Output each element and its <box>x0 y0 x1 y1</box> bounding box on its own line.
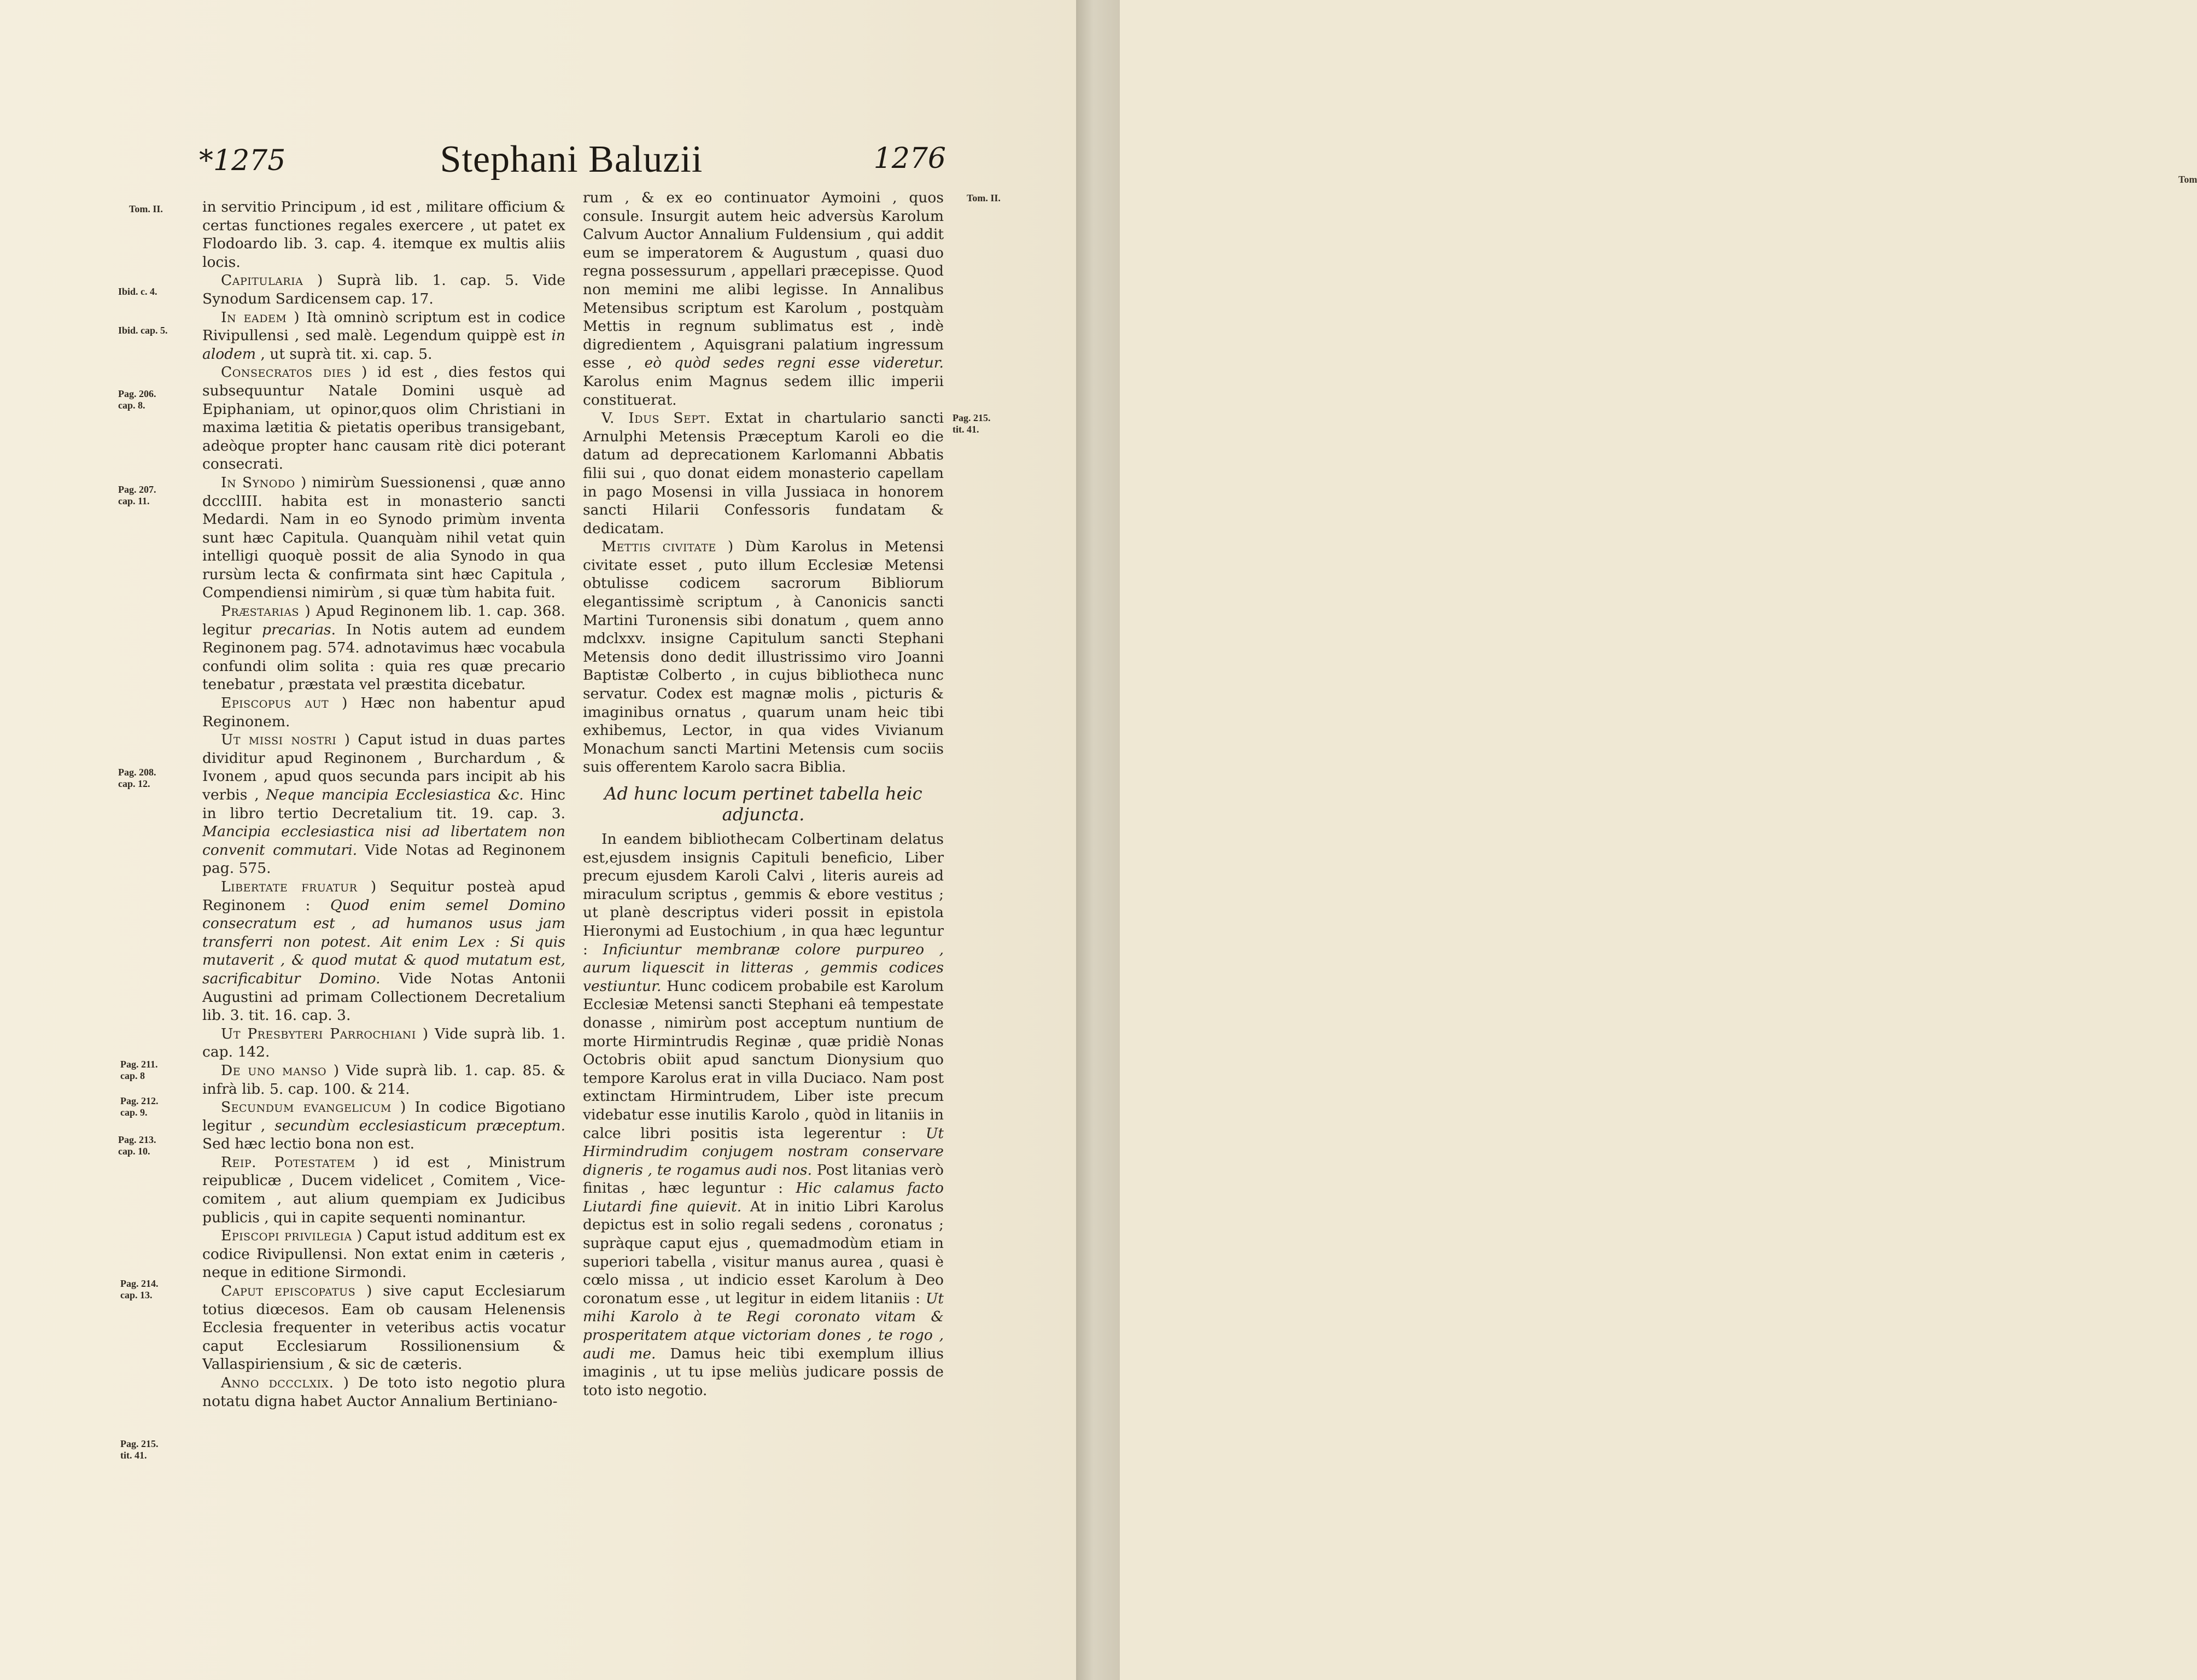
lemma: Caput episcopatus <box>221 1282 356 1300</box>
left-text-column <box>202 198 565 1410</box>
annotation-entry: Episcopus aut ) Hæc non habentur apud Reginonem. <box>202 695 565 730</box>
page-number-left: *1275 <box>199 144 286 177</box>
annotation-entry: Episcopi privilegia ) Caput istud additum est ex codice Rivipullensi. Non extat enim in cæteris , neque in editione Sirmondi. <box>202 1227 565 1281</box>
lemma: Secundum evangelicum <box>221 1099 392 1116</box>
lemma: Episcopus aut <box>221 695 329 712</box>
annotation-entry: Reip. Potestatem ) id est , Ministrum reipublicæ , Ducem videlicet , Comitem , Vice-comitem , aut alium quempiam ex Judicibus publicis , qui in capite sequenti nominantur. <box>202 1153 565 1226</box>
margin-note: Tom. II. <box>129 203 163 214</box>
page-number-right: 1276 <box>873 142 946 175</box>
margin-note: Pag. 211. cap. 8 <box>120 1059 158 1081</box>
margin-note: Ibid. c. 4. <box>118 286 157 297</box>
lemma: De uno manso <box>221 1061 327 1079</box>
annotation-entry: Consecratos dies ) id est , dies festos qui subsequuntur Natale Domini usquè ad Epiphaniam, ut opinor,quos olim Christiani in maxima lætitia & pietatis operibus transigebant, adeòque propter hanc causam ritè dici poterant consecrati. <box>202 364 566 473</box>
annotation-entry: Libertate fruatur ) Sequitur posteà apud Reginonem : Quod enim semel Domino consecratum est , ad humanos usus jam transferri non potest. Ait enim Lex : Si quis mutaverit , & quod mutat & quod mutatum est, sacrificabitur Domino. Vide Notas Antonii Augustini ad primam Collectionem Decretalium lib. 3. tit. 16. cap. 3. <box>202 878 566 1024</box>
margin-note: Ibid. cap. 5. <box>118 325 168 336</box>
lemma: Ut missi nostri <box>221 731 337 749</box>
margin-note-right: Pag. 215. tit. 41. <box>953 412 991 435</box>
annotation-entry: Præstarias ) Apud Reginonem lib. 1. cap. 368. legitur precarias. In Notis autem ad eundem Reginonem pag. 574. adnotavimus hæc vocabula confundi olim solita : quia res quæ precario tenebatur , præstata vel præstita dicebatur. <box>202 603 566 693</box>
paragraph: In eandem bibliothecam Colbertinam delatus est,ejusdem insignis Capituli beneficio, Liber precum ejusdem Karoli Calvi , literis aureis ad miraculum scriptus , gemmis & ebore vestitus ; ut planè descriptus videri possit in epistola Hieronymi ad Eustochium , in qua hæc leguntur : Inficiuntur membranæ colore purpureo , aurum liquescit in litteras , gemmis codices vestiuntur. Hunc codicem probabile est Karolum Ecclesiæ Metensi sancti Stephani eâ tempestate donasse , nimirùm post acceptum nuntium de morte Hirmintrudis Reginæ , quæ pridiè Nonas Octobris obiit apud sanctum Dionysium quo tempore Karolus erat in villa Duciaco. Nam post extinctam Hirmintrudem, Liber iste precum videbatur esse inutilis Karolo , quòd in litaniis in calce libri positis ista legerentur : Ut Hirmindrudim conjugem nostram conservare digneris , te rogamus audi nos. Post litanias verò finitas , hæc leguntur : Hic calamus facto Liutardi fine quievit. At in initio Libri Karolus depictus est in solio regali sedens , coronatus ; supràque caput ejus , quemadmodùm etiam in superiori tabella , visitur manus aurea , quasi è cœlo missa , ut indicio esset Karolum à Deo coronatum esse , ut legitur in eidem litaniis : Ut mihi Karolo à te Regi coronato vitam & prosperitatem atque victoriam dones , te rogo , audi me. Damus heic tibi exemplum illius imaginis , ut tu ipse meliùs judicare possis de toto isto negotio. <box>583 831 944 1399</box>
annotation-entry: Ut Presbyteri Parrochiani ) Vide suprà lib. 1. cap. 142. <box>202 1025 566 1061</box>
annotation-entry: In eadem ) Ità omninò scriptum est in codice Rivipullensi , sed malè. Legendum quippè est in alodem , ut suprà tit. xi. cap. 5. <box>202 308 565 363</box>
margin-note-right: Tom. II. <box>967 192 1001 203</box>
lemma: Consecratos dies <box>221 364 352 381</box>
lemma: Capitularia <box>221 272 303 289</box>
adjacent-page-text: Tom <box>2178 174 2197 185</box>
lemma: In eadem <box>221 308 287 326</box>
margin-note: Pag. 212. cap. 9. <box>120 1095 159 1118</box>
annotation-entry: Ut missi nostri ) Caput istud in duas partes dividitur apud Reginonem , Burchardum , & Ivonem , apud quos secunda pars incipit ab his verbis , Neque mancipia Ecclesiastica &c. Hinc in libro tertio Decretalium tit. 19. cap. 3. Mancipia ecclesiastica nisi ad libertatem non convenit commutari. Vide Notas ad Reginonem pag. 575. <box>202 731 566 877</box>
right-text-column <box>583 189 944 1399</box>
lemma: Præstarias <box>221 603 300 620</box>
lemma: In Synodo <box>221 474 295 491</box>
annotation-entry: De uno manso ) Vide suprà lib. 1. cap. 85. & infrà lib. 5. cap. 100. & 214. <box>202 1061 565 1098</box>
lemma: Libertate fruatur <box>221 878 358 895</box>
annotation-entry: Anno dccclxix. ) De toto isto negotio plura notatu digna habet Auctor Annalium Bertiniano- <box>202 1374 565 1410</box>
margin-note: Pag. 213. cap. 10. <box>118 1134 156 1157</box>
annotation-entry: Caput episcopatus ) sive caput Ecclesiarum totius diœcesos. Eam ob causam Helenensis Ecclesia frequenter in veteribus actis vocatur caput Ecclesiarum Rossilionensium & Vallaspiriensium , & sic de cæteris. <box>202 1282 565 1373</box>
paragraph: in servitio Principum , id est , militare officium & certas functiones regales exercere , ut patet ex Flodoardo lib. 3. cap. 4. itemque ex multis aliis locis. <box>202 199 565 271</box>
margin-note: Pag. 206. cap. 8. <box>118 388 156 411</box>
annotation-entry: Capitularia ) Suprà lib. 1. cap. 5. Vide Synodum Sardicensem cap. 17. <box>202 272 565 307</box>
annotation-entry: Secundum evangelicum ) In codice Bigotiano legitur , secundùm ecclesiasticum præceptum. Sed hæc lectio bona non est. <box>202 1099 565 1153</box>
lemma: Ut Presbyteri Parrochiani <box>221 1025 416 1042</box>
annotation-entry: In Synodo ) nimirùm Suessionensi , quæ anno dccclIII. habita est in monasterio sancti Medardi. Nam in eo Synodo primùm inventa sunt hæc Capitula. Quanquàm nihil vetat quin intelligi quoquè possit de alia Synodo in qua rursùm lecta & confirmata sint hæc Capitula , Compendiensi nimirùm , si quæ tùm habita fuit. <box>202 474 565 602</box>
margin-note: Pag. 207. cap. 11. <box>118 484 156 506</box>
paragraph: rum , & ex eo continuator Aymoini , quos consule. Insurgit autem heic adversùs Karolum Calvum Auctor Annalium Fuldensium , qui addit eum se imperatorem & Augustum , quasi duo regna possessurum , appellari præcepisse. Quod non memini me alibi legisse. In Annalibus Metensibus scriptum est Karolum , postquàm Mettis in regnum sublimatus est , indè digredientem , Aquisgrani palatium ingressum esse , eò quòd sedes regni esse videretur. Karolus enim Magnus sedem illic imperii constituerat. <box>583 189 944 409</box>
lemma: Reip. Potestatem <box>221 1153 355 1171</box>
lemma: Anno dccclxix. <box>221 1374 334 1391</box>
adjacent-page-edge <box>1076 0 2197 1680</box>
running-title: Stephani Baluzii <box>440 138 703 180</box>
lemma: Episcopi privilegia <box>221 1227 352 1245</box>
annotation-entry: V. Idus Sept. Extat in chartulario sancti Arnulphi Metensis Præceptum Karoli eo die datum ad deprecationem Karlomanni Abbatis filii sui , quo donat eidem monasterio capellam in pago Mosensi in villa Jussiaca in honorem sancti Hilarii Confessoris fundatam & dedicatam. <box>583 410 944 537</box>
margin-note: Pag. 208. cap. 12. <box>118 767 156 789</box>
annotation-entry: Mettis civitate ) Dùm Karolus in Metensi civitate esset , puto illum Ecclesiæ Metensi obtulisse codicem sacrorum Bibliorum elegantissimè scriptum , à Canonicis sancti Martini Turonensis sibi donatum , quem anno mdclxxv. insigne Capitulum sancti Stephani Metensis dono dedit illustrissimo viro Joanni Baptistæ Colberto , in cujus bibliotheca nunc servatur. Codex est magnæ molis , picturis & imaginibus ornatus , quarum unam heic tibi exhibemus, Lector, in qua vides Vivianum Monachum sancti Martini Metensis cum sociis suis offerentem Karolo sacra Biblia. <box>583 538 944 776</box>
lemma: Mettis civitate <box>601 538 716 556</box>
section-heading: Ad hunc locum pertinet tabella heic adjuncta. <box>604 783 922 825</box>
margin-note: Pag. 215. tit. 41. <box>120 1438 159 1461</box>
margin-note: Pag. 214. cap. 13. <box>120 1278 159 1300</box>
lemma: V. Idus Sept. <box>601 410 711 427</box>
